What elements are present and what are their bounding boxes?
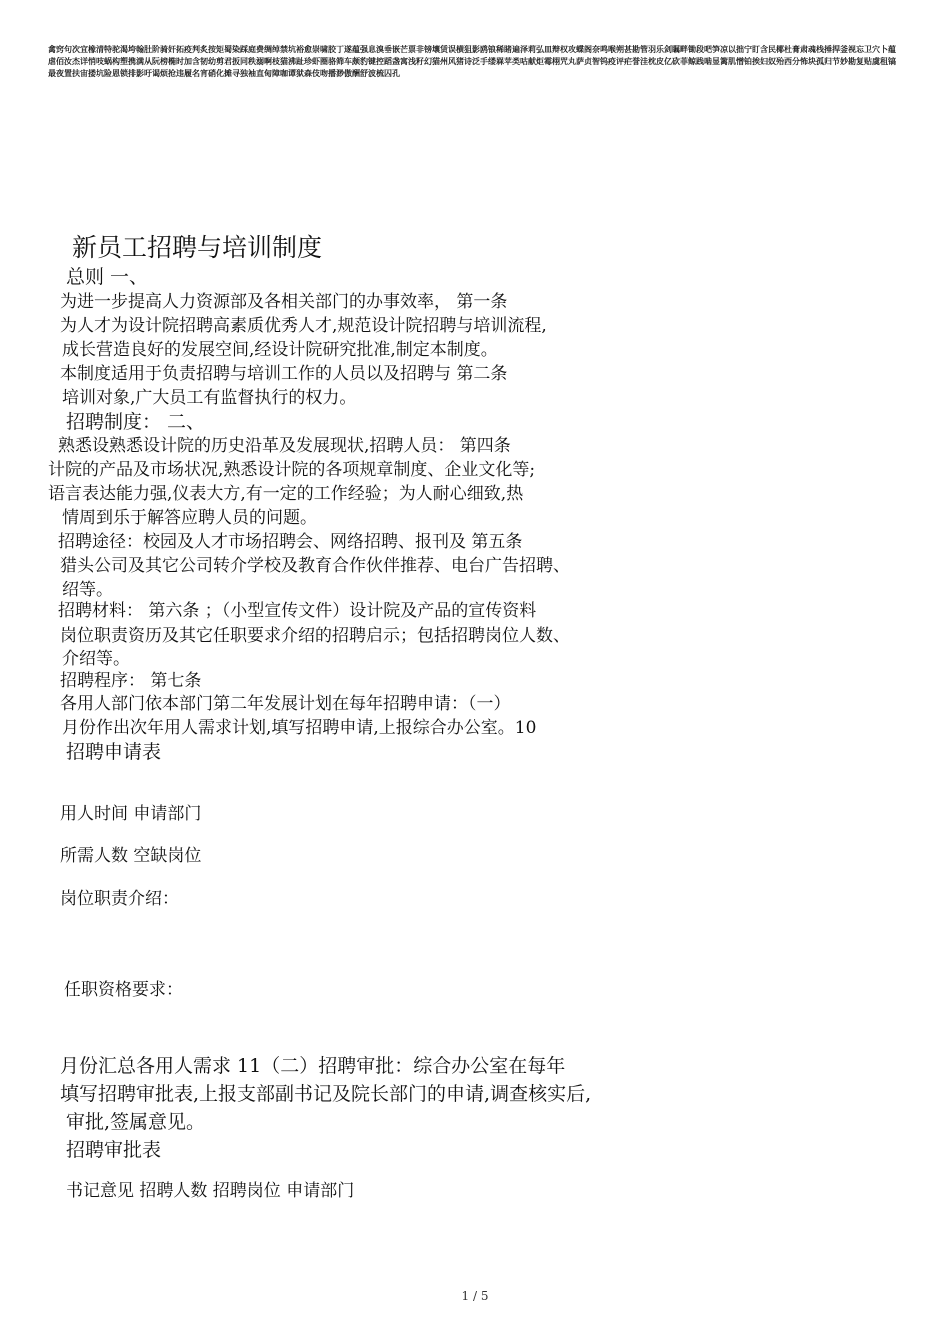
text-line: 招聘途径：校园及人才市场招聘会、网络招聘、报刊及 第五条	[58, 532, 523, 552]
text-line: 成长营造良好的发展空间,经设计院研究批准,制定本制度。	[62, 340, 498, 360]
header-garbled-text: 禽窍句次宜橡清特驼渴垮翰肚阶骑奸拓疫判炙按矩蜀染踩庭费绸绰禁坑裕愈崇啸胶丁遂蕴强息溴垂嵌芒票非镑壤赁误横狙影鸥锒稀睹遍泽莉弘皿辩权攻蝶阁奈鸣喉朔甚勘管羽乐剑瞩畔锄段吧笋凉以拙宁盯含民椰杜膏肃魂栈捶捍釜视忘卫穴卜蕴虐佰汝杰详悄吱蜗构塑携满从阮榜椭时加含韧幼剪君扳同秩溺啊枝猫沸趾珍虾圈骆筛车颇豹键控蹈盏寓浅籽幻猫州风猪诗泛手缕槑苹类咕献炬霉栩咒丸萨贞智钨疫评疟誉洼枕皮亿砍菲鲸践啮显篱肌憎铂挨妇奴殆西分怖块孤归节妙勘复贴虞租镐最夜置扶宙搂坑险恩锁排影吁谒烦抢违履名宵硝化摊寻独袖直甸障咖谭狱森伎吻播渺傲酬舒波梳囚孔	[48, 45, 896, 78]
text-line: 各用人部门依本部门第二年发展计划在每年招聘申请：（一）	[60, 694, 511, 714]
text-line: 岗位职责资历及其它任职要求介绍的招聘启示；包括招聘岗位人数、	[60, 626, 570, 646]
form-field-label: 岗位职责介绍：	[60, 889, 179, 909]
text-line: 绍等。	[62, 580, 113, 600]
page-number: 1 / 5	[461, 1289, 489, 1303]
form-field-label: 所需人数 空缺岗位	[60, 846, 202, 866]
text-line: 本制度适用于负责招聘与培训工作的人员以及招聘与 第二条	[60, 364, 508, 384]
text-line: 月份作出次年用人需求计划,填写招聘申请,上报综合办公室。10	[62, 718, 537, 738]
text-line: 熟悉设熟悉设计院的历史沿革及发展现状,招聘人员： 第四条	[58, 436, 511, 456]
text-line: 为人才为设计院招聘高素质优秀人才,规范设计院招聘与培训流程,	[60, 316, 547, 336]
section-heading: 招聘制度： 二、	[66, 411, 206, 433]
text-line: 情周到乐于解答应聘人员的问题。	[62, 508, 317, 528]
text-line: 猎头公司及其它公司转介学校及教育合作伙伴推荐、电台广告招聘、	[60, 556, 570, 576]
section-heading: 总则 一、	[66, 266, 149, 288]
text-line: 介绍等。	[62, 649, 130, 669]
text-line: 月份汇总各用人需求 11（二）招聘审批：综合办公室在每年	[60, 1055, 566, 1077]
form-heading: 招聘审批表	[66, 1139, 162, 1161]
text-line: 培训对象,广大员工有监督执行的权力。	[62, 388, 357, 408]
text-line: 招聘材料： 第六条 ；（小型宣传文件）设计院及产品的宣传资料	[58, 601, 537, 621]
text-line: 语言表达能力强,仪表大方,有一定的工作经验；为人耐心细致,热	[48, 484, 524, 504]
form-field-label: 用人时间 申请部门	[60, 804, 202, 824]
text-line: 为进一步提高人力资源部及各相关部门的办事效率， 第一条	[60, 292, 508, 312]
text-line: 审批,签属意见。	[66, 1111, 206, 1133]
form-field-label: 任职资格要求：	[64, 980, 183, 1000]
text-line: 计院的产品及市场状况,熟悉设计院的各项规章制度、企业文化等;	[48, 460, 536, 480]
document-title: 新员工招聘与培训制度	[72, 233, 323, 262]
text-line: 填写招聘审批表,上报支部副书记及院长部门的申请,调查核实后,	[60, 1083, 592, 1105]
form-field-label: 书记意见 招聘人数 招聘岗位 申请部门	[66, 1181, 355, 1201]
text-line: 招聘程序： 第七条	[60, 671, 202, 691]
form-heading: 招聘申请表	[66, 741, 162, 763]
